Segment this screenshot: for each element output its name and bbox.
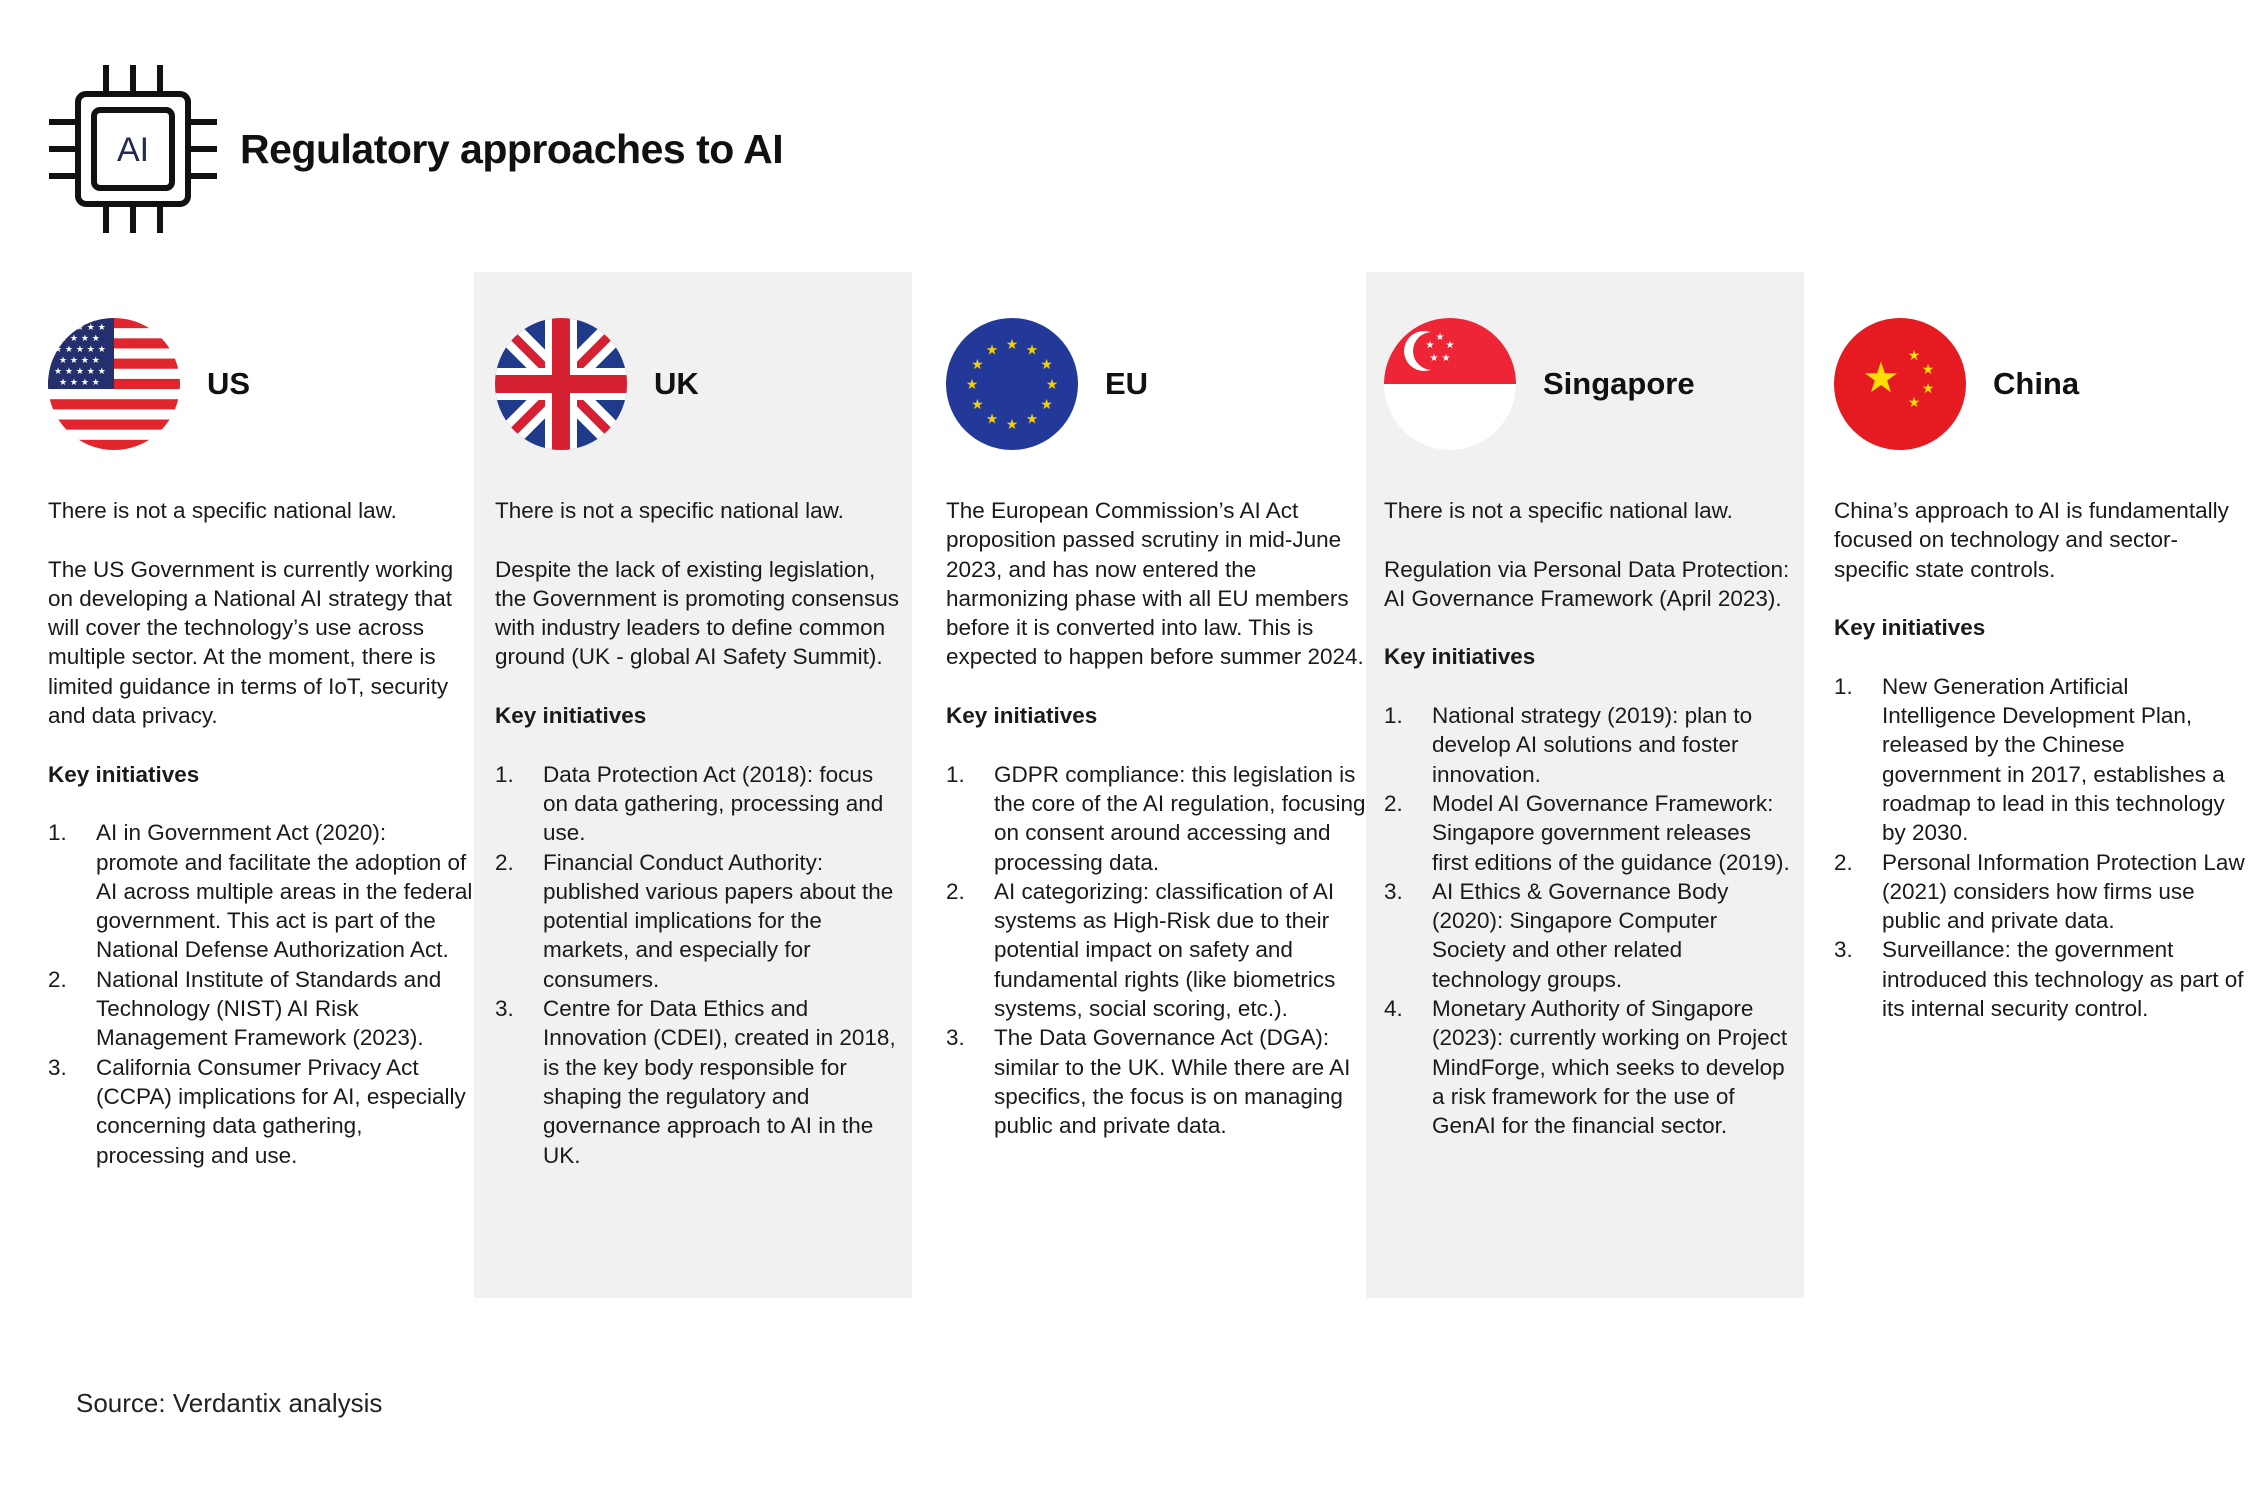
item-number: 2. xyxy=(1834,849,1853,875)
key-initiatives-label: Key initiatives xyxy=(1384,644,1536,670)
column-header xyxy=(946,318,1372,450)
list-item xyxy=(1834,848,2246,936)
eu-star-icon: ★ xyxy=(971,357,984,373)
item-text: AI in Government Act (2020): promote and facilitate the adoption of AI across multiple areas in the federal government. This act is part of the National Defense Authorization Act. xyxy=(96,820,473,963)
initiatives-list xyxy=(946,760,1372,1141)
column-us xyxy=(48,272,486,1298)
key-initiatives-label: Key initiatives xyxy=(48,761,200,787)
item-number: 2. xyxy=(495,849,514,875)
item-text: Personal Information Protection Law (2021) considers how firms use public and private data. xyxy=(1882,849,2245,934)
list-item xyxy=(48,818,474,964)
paragraph: Regulation via Personal Data Protection: AI Governance Framework (April 2023). xyxy=(1384,556,1790,611)
svg-text:★: ★ xyxy=(1441,353,1451,364)
paragraph: There is not a specific national law. xyxy=(1384,498,1733,523)
svg-text:★ ★ ★ ★ ★: ★ ★ ★ ★ ★ xyxy=(54,367,106,377)
item-number: 2. xyxy=(48,966,67,992)
item-number: 3. xyxy=(495,996,514,1022)
item-text: AI Ethics & Governance Body (2020): Singapore Computer Society and other related technology groups. xyxy=(1432,878,1729,992)
country-name: Singapore xyxy=(1543,366,1695,401)
list-item xyxy=(1384,701,1792,789)
item-text: Model AI Governance Framework: Singapore government releases first editions of the guidance (2019). xyxy=(1432,790,1790,875)
eu-star-icon: ★ xyxy=(985,342,999,359)
item-text: Financial Conduct Authority: published various papers about the potential implications for the markets, and especially for consumers. xyxy=(543,849,894,992)
initiatives-list xyxy=(495,760,900,1170)
eu-star-icon: ★ xyxy=(1025,411,1039,428)
item-text: National strategy (2019): plan to develop AI solutions and foster innovation. xyxy=(1432,703,1753,787)
item-number: 3. xyxy=(946,1025,965,1051)
key-initiatives-label: Key initiatives xyxy=(946,703,1098,729)
svg-text:★ ★ ★ ★: ★ ★ ★ ★ xyxy=(59,378,100,388)
svg-text:★: ★ xyxy=(1862,353,1900,402)
country-name: US xyxy=(207,366,251,401)
svg-text:★ ★ ★ ★: ★ ★ ★ ★ xyxy=(59,334,100,344)
item-text: AI categorizing: classification of AI systems as High-Risk due to their potential impact on safety and fundamental rights (like biometrics systems, social scoring, etc.). xyxy=(994,878,1336,1022)
item-text: GDPR compliance: this legislation is the core of the AI regulation, focusing on consent around accessing and processing data. xyxy=(994,761,1366,875)
eu-star-icon: ★ xyxy=(1005,417,1019,433)
eu-star-icon: ★ xyxy=(965,377,979,393)
column-header xyxy=(495,318,900,450)
list-item xyxy=(48,1053,474,1170)
header xyxy=(48,64,783,234)
item-text: Surveillance: the government introduced this technology as part of its internal security control. xyxy=(1882,937,2244,1022)
eu-flag-icon xyxy=(946,318,1078,450)
country-name: China xyxy=(1993,366,2080,401)
eu-star-icon: ★ xyxy=(985,411,999,428)
list-item xyxy=(1384,994,1792,1140)
paragraph: There is not a specific national law. xyxy=(495,498,844,523)
initiatives-list xyxy=(1834,672,2246,1024)
list-item xyxy=(48,965,474,1053)
paragraph: The European Commission’s AI Act proposition passed scrutiny in mid-June 2023, and has now entered the harmonizing phase with all EU members before it is converted into law. This is expected to happen before summer 2024. xyxy=(946,498,1364,670)
list-item xyxy=(1384,789,1792,877)
list-item xyxy=(1834,935,2246,1023)
item-number: 1. xyxy=(1834,673,1853,699)
initiatives-list xyxy=(48,818,474,1170)
column-eu xyxy=(946,272,1384,1298)
item-text: Monetary Authority of Singapore (2023): currently working on Project MindForge, which seeks to develop a risk framework for the use of GenAI for the financial sector. xyxy=(1432,996,1788,1139)
source-note: Source: Verdantix analysis xyxy=(76,1388,383,1418)
item-text: The Data Governance Act (DGA): similar to the UK. While there are AI specifics, the focus is on managing public and private data. xyxy=(994,1025,1351,1139)
item-text: Data Protection Act (2018): focus on data gathering, processing and use. xyxy=(543,761,884,846)
key-initiatives-label: Key initiatives xyxy=(1834,615,1986,641)
key-initiatives-label: Key initiatives xyxy=(495,703,647,729)
ai-chip-icon xyxy=(48,64,218,234)
item-number: 1. xyxy=(946,761,965,787)
svg-text:★: ★ xyxy=(1907,395,1921,411)
eu-star-icon: ★ xyxy=(1005,337,1019,353)
column-body xyxy=(48,496,474,1170)
item-number: 1. xyxy=(48,820,67,846)
column-body xyxy=(1834,496,2246,1023)
page-title: Regulatory approaches to AI xyxy=(240,125,784,172)
uk-flag-icon xyxy=(495,318,627,450)
eu-star-icon: ★ xyxy=(1040,357,1053,373)
item-text: California Consumer Privacy Act (CCPA) implications for AI, especially concerning data gathering, processing and use. xyxy=(96,1054,466,1168)
column-header xyxy=(1834,318,2246,450)
item-number: 3. xyxy=(1384,878,1403,904)
svg-text:★: ★ xyxy=(1425,340,1435,351)
singapore-flag-icon xyxy=(1384,318,1516,450)
list-item xyxy=(946,1023,1372,1140)
us-flag-icon xyxy=(48,318,180,450)
svg-text:★ ★ ★ ★ ★: ★ ★ ★ ★ ★ xyxy=(54,323,106,333)
svg-text:★ ★ ★ ★ ★: ★ ★ ★ ★ ★ xyxy=(54,345,106,355)
svg-text:★ ★ ★ ★: ★ ★ ★ ★ xyxy=(59,356,100,366)
item-text: National Institute of Standards and Technology (NIST) AI Risk Management Framework (2023). xyxy=(96,966,442,1051)
eu-star-icon: ★ xyxy=(1045,377,1059,393)
column-singapore xyxy=(1366,272,1804,1298)
svg-text:★: ★ xyxy=(1429,353,1439,364)
svg-text:★: ★ xyxy=(1907,348,1921,364)
column-china xyxy=(1834,272,2258,1298)
paragraph: The US Government is currently working on developing a National AI strategy that will cover the technology’s use across multiple sector. At the moment, there is limited guidance in terms of IoT, security and data privacy. xyxy=(48,556,454,729)
svg-text:★: ★ xyxy=(1921,381,1935,397)
china-flag-icon xyxy=(1834,318,1966,450)
item-number: 2. xyxy=(1384,790,1403,816)
item-number: 1. xyxy=(495,761,514,787)
item-number: 4. xyxy=(1384,996,1403,1022)
list-item xyxy=(946,760,1372,877)
svg-text:★: ★ xyxy=(1435,332,1445,343)
item-text: New Generation Artificial Intelligence Development Plan, released by the Chinese government in 2017, establishes a roadmap to lead in this technology by 2030. xyxy=(1882,673,2225,846)
column-uk xyxy=(474,272,912,1298)
list-item xyxy=(495,760,900,848)
paragraph: There is not a specific national law. xyxy=(48,498,397,523)
eu-star-icon: ★ xyxy=(971,397,984,413)
eu-star-icon: ★ xyxy=(1040,397,1053,413)
list-item xyxy=(1384,877,1792,994)
paragraph: China’s approach to AI is fundamentally focused on technology and sector-specific state controls. xyxy=(1834,498,2229,582)
list-item xyxy=(495,994,900,1170)
chip-label: AI xyxy=(116,131,150,169)
country-name: EU xyxy=(1105,366,1149,401)
column-header xyxy=(1384,318,1792,450)
paragraph: Despite the lack of existing legislation, the Government is promoting consensus with industry leaders to define common ground (UK - global AI Safety Summit). xyxy=(495,556,899,670)
list-item xyxy=(495,848,900,994)
eu-star-icon: ★ xyxy=(1025,342,1039,359)
column-body xyxy=(1384,496,1792,1141)
list-item xyxy=(1834,672,2246,848)
item-number: 1. xyxy=(1384,703,1403,729)
initiatives-list xyxy=(1384,701,1792,1140)
item-number: 3. xyxy=(1834,937,1853,963)
country-name: UK xyxy=(654,366,699,401)
item-number: 3. xyxy=(48,1054,67,1080)
svg-text:★: ★ xyxy=(1445,340,1455,351)
item-text: Centre for Data Ethics and Innovation (CDEI), created in 2018, is the key body responsible for shaping the regulatory and governance approach to AI in the UK. xyxy=(543,996,896,1168)
list-item xyxy=(946,877,1372,1023)
column-header xyxy=(48,318,474,450)
svg-text:★: ★ xyxy=(1921,362,1935,378)
column-body xyxy=(495,496,900,1170)
item-number: 2. xyxy=(946,878,965,904)
column-body xyxy=(946,496,1372,1141)
